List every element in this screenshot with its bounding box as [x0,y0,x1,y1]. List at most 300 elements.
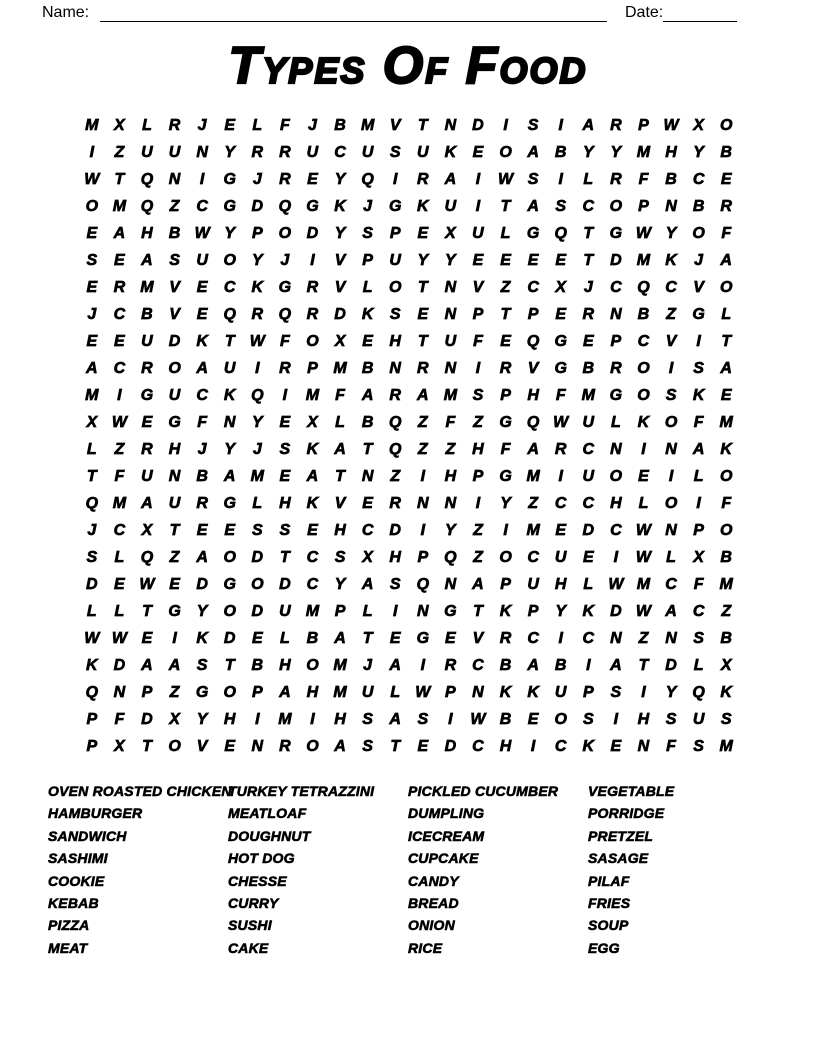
grid-letter-r3-c15: I [475,170,481,188]
grid-letter-r18-c23: F [693,576,704,594]
grid-letter-r10-c4: O [168,359,181,377]
grid-letter-r12-c12: Q [388,413,402,431]
grid-letter-r22-c2: N [113,684,126,702]
grid-letter-r21-c17: A [527,657,539,675]
grid-letter-r10-c9: P [307,359,318,377]
grid-letter-r9-c24: T [721,332,732,350]
grid-letter-r16-c19: D [582,522,595,540]
grid-letter-r15-c19: C [582,495,595,513]
grid-letter-r2-c18: B [554,143,567,161]
grid-letter-r12-c13: Z [417,413,428,431]
grid-letter-r23-c24: S [720,711,732,729]
grid-letter-r7-c19: J [583,278,593,296]
grid-letter-r2-c12: S [389,143,401,161]
grid-letter-r9-c7: W [249,332,265,350]
word-list-item: CAKE [228,939,269,956]
grid-letter-r8-c5: E [196,305,208,323]
grid-letter-r10-c14: N [444,359,457,377]
grid-letter-r1-c4: R [168,116,181,134]
grid-letter-r17-c21: W [635,549,651,567]
word-list-item: PICKLED CUCUMBER [408,783,559,799]
grid-letter-r16-c7: S [251,522,263,540]
grid-letter-r19-c17: P [527,603,539,621]
grid-letter-r11-c23: K [692,386,705,404]
grid-letter-r18-c9: C [306,576,319,594]
grid-letter-r8-c22: Z [666,305,676,323]
grid-letter-r3-c1: W [84,170,100,188]
word-list-item: ICECREAM [408,827,485,844]
word-search-grid [78,112,740,761]
grid-letter-r5-c10: Y [334,224,346,242]
grid-letter-r18-c2: E [114,576,125,594]
grid-letter-r21-c10: M [333,657,347,675]
grid-letter-r5-c2: A [113,224,126,242]
grid-letter-r22-c7: P [251,684,263,702]
grid-letter-r6-c24: A [720,251,732,269]
grid-letter-r20-c21: Z [638,630,649,648]
grid-letter-r14-c1: T [86,468,97,486]
grid-letter-r13-c19: C [582,441,595,458]
grid-letter-r10-c13: R [417,359,429,377]
grid-letter-r19-c22: A [665,603,677,621]
grid-letter-r11-c21: O [637,386,650,404]
grid-letter-r12-c23: F [693,413,704,431]
grid-letter-r18-c24: M [719,576,733,594]
grid-letter-r9-c10: X [334,332,346,350]
grid-letter-r11-c11: A [361,386,374,404]
grid-letter-r20-c10: A [334,630,346,648]
grid-letter-r4-c10: K [334,197,346,215]
grid-letter-r24-c9: O [306,738,319,756]
grid-letter-r21-c16: B [499,657,512,675]
grid-letter-r2-c5: N [196,143,208,161]
grid-letter-r22-c4: Z [169,684,180,702]
grid-letter-r4-c16: T [500,197,511,215]
grid-letter-r9-c23: I [696,332,701,350]
grid-letter-r14-c8: E [279,468,291,486]
grid-letter-r15-c17: Z [528,495,538,513]
grid-letter-r17-c16: O [499,549,512,567]
grid-letter-r13-c23: A [692,441,705,458]
grid-letter-r23-c3: D [141,711,153,729]
grid-letter-r3-c24: E [720,170,732,188]
grid-letter-r19-c21: W [635,603,651,621]
grid-letter-r22-c5: G [195,684,209,702]
grid-letter-r19-c4: G [168,603,181,621]
grid-letter-r7-c11: L [362,278,373,296]
grid-letter-r8-c1: J [87,305,97,323]
word-list-item: EGG [588,939,620,956]
grid-letter-r17-c24: B [720,549,732,567]
grid-letter-r11-c6: K [223,386,236,404]
grid-letter-r17-c11: X [362,549,373,567]
grid-letter-r10-c18: G [554,359,567,377]
grid-letter-r1-c14: N [444,116,457,134]
grid-letter-r14-c20: O [609,468,623,486]
grid-letter-r14-c17: M [526,468,540,486]
grid-letter-r1-c2: X [114,116,125,134]
grid-letter-r2-c22: H [665,143,677,161]
grid-letter-r20-c22: N [665,630,677,648]
grid-letter-r2-c4: U [168,143,181,161]
grid-letter-r13-c12: Q [388,441,402,458]
grid-letter-r22-c17: K [527,684,539,702]
grid-letter-r10-c5: A [196,359,208,377]
grid-letter-r8-c13: E [417,305,429,323]
grid-letter-r13-c8: S [279,441,291,458]
grid-letter-r23-c4: X [169,711,180,729]
grid-letter-r8-c11: K [361,305,374,323]
grid-letter-r1-c20: R [610,116,622,134]
grid-letter-r20-c5: K [196,630,208,648]
grid-letter-r12-c16: G [499,413,512,431]
grid-letter-r5-c18: Q [554,224,567,242]
grid-letter-r12-c19: U [582,413,595,431]
grid-letter-r11-c15: S [472,386,484,404]
grid-letter-r4-c6: G [223,197,236,215]
grid-letter-r12-c7: Y [251,413,263,431]
grid-letter-r8-c6: Q [223,305,236,323]
grid-letter-r22-c6: O [223,684,236,702]
grid-letter-r7-c8: G [278,278,292,296]
grid-letter-r9-c18: G [554,332,567,350]
grid-letter-r9-c4: D [168,332,181,350]
word-list-item: SUSHI [228,917,272,934]
grid-letter-r11-c1: M [85,386,99,404]
grid-letter-r9-c13: T [417,332,428,350]
word-list-item: CURRY [228,894,279,911]
grid-letter-r16-c3: X [141,522,153,540]
grid-letter-r4-c22: N [665,197,677,215]
grid-letter-r24-c3: T [142,738,152,756]
grid-letter-r23-c14: I [448,711,453,729]
grid-letter-r12-c6: N [223,413,236,431]
grid-letter-r12-c18: W [553,413,569,431]
grid-letter-r7-c18: X [555,278,567,296]
grid-letter-r3-c10: Y [334,170,346,188]
word-list-column-4 [588,780,674,959]
grid-letter-r18-c20: W [608,576,624,594]
grid-letter-r5-c5: W [194,224,210,242]
grid-letter-r17-c5: A [196,549,208,567]
word-list-item: SANDWICH [48,827,127,844]
grid-letter-r21-c18: B [554,657,567,675]
grid-letter-r2-c6: Y [224,143,236,161]
grid-letter-r19-c20: D [610,603,622,621]
grid-letter-r7-c22: C [665,278,677,296]
grid-letter-r2-c20: Y [610,143,622,161]
grid-letter-r4-c20: O [609,197,623,215]
grid-letter-r19-c12: I [392,603,398,621]
grid-letter-r11-c16: P [500,386,511,404]
grid-letter-r16-c13: I [420,522,426,540]
word-list-item: CUPCAKE [408,850,479,867]
grid-letter-r18-c19: L [583,576,594,594]
grid-letter-r3-c17: S [527,170,539,188]
grid-letter-r12-c8: E [279,413,291,431]
grid-letter-r19-c10: P [334,603,346,621]
grid-letter-r21-c8: H [279,657,291,675]
grid-letter-r17-c17: C [527,549,539,567]
grid-letter-r11-c8: I [282,386,288,404]
grid-letter-r1-c12: V [389,116,401,134]
grid-letter-r17-c7: D [251,549,264,567]
grid-letter-r22-c11: U [361,684,374,702]
grid-letter-r21-c21: T [638,657,649,675]
grid-letter-r16-c24: O [719,522,733,540]
grid-letter-r9-c9: O [306,332,319,350]
grid-letter-r24-c12: T [390,738,401,756]
grid-letter-r7-c10: V [334,278,346,296]
grid-letter-r9-c16: E [500,332,511,350]
grid-letter-r21-c24: X [720,657,732,675]
grid-letter-r17-c2: L [114,549,125,567]
grid-letter-r5-c14: X [445,224,456,242]
grid-letter-r5-c23: O [692,224,705,242]
grid-letter-r15-c8: H [279,495,291,513]
grid-letter-r13-c14: Z [445,441,456,458]
grid-letter-r10-c16: R [499,359,512,377]
grid-letter-r18-c6: G [223,576,236,594]
grid-letter-r11-c20: G [609,386,623,404]
grid-letter-r14-c23: L [693,468,704,486]
grid-letter-r4-c3: Q [140,197,154,215]
grid-letter-r22-c16: K [499,684,512,702]
grid-letter-r3-c20: R [610,170,622,188]
grid-letter-r17-c14: Q [444,549,457,567]
grid-letter-r23-c17: E [527,711,539,729]
grid-letter-r14-c12: Z [390,468,401,486]
grid-letter-r13-c17: A [527,441,539,458]
grid-letter-r18-c22: C [665,576,677,594]
grid-letter-r3-c22: B [665,170,677,188]
grid-letter-r4-c2: M [112,197,127,215]
grid-letter-r16-c5: E [196,522,208,540]
grid-letter-r24-c24: M [719,738,733,756]
grid-letter-r14-c24: O [719,468,733,486]
grid-letter-r22-c13: W [415,684,431,702]
grid-letter-r24-c14: D [444,738,457,756]
grid-letter-r6-c21: M [636,251,651,269]
grid-letter-r21-c20: A [610,657,622,675]
grid-letter-r3-c14: A [444,170,457,188]
grid-letter-r23-c11: S [362,711,373,729]
grid-letter-r23-c13: S [417,711,429,729]
grid-letter-r17-c9: C [306,549,319,567]
grid-letter-r10-c19: B [582,359,595,377]
grid-letter-r23-c15: W [470,711,486,729]
grid-letter-r12-c22: O [664,413,678,431]
grid-letter-r13-c21: I [641,441,646,458]
grid-letter-r18-c21: M [636,576,651,594]
word-list-item: VEGETABLE [588,783,675,799]
grid-letter-r2-c23: Y [693,143,704,161]
grid-letter-r9-c22: V [665,332,677,350]
grid-letter-r3-c11: Q [361,170,374,188]
grid-letter-r5-c7: P [251,224,263,242]
grid-letter-r10-c20: R [610,359,622,377]
grid-letter-r8-c16: T [500,305,511,323]
grid-letter-r18-c1: D [86,576,98,594]
grid-letter-r16-c12: D [389,522,401,540]
grid-letter-r6-c12: U [389,251,401,269]
grid-letter-r4-c7: D [251,197,264,215]
grid-letter-r2-c16: O [499,143,512,161]
grid-letter-r22-c23: Q [692,684,705,702]
word-list-column-1 [48,780,232,959]
grid-letter-r2-c9: U [306,143,319,161]
grid-letter-r22-c14: P [445,684,456,702]
grid-letter-r13-c20: N [610,441,622,458]
grid-letter-r12-c14: F [445,413,456,431]
grid-letter-r24-c15: C [472,738,484,756]
grid-letter-r19-c11: L [362,603,373,621]
word-list-item: DUMPLING [408,805,485,822]
grid-letter-r3-c5: I [199,170,205,188]
grid-letter-r17-c4: Z [169,549,180,567]
grid-letter-r24-c18: C [554,738,567,756]
grid-letter-r8-c7: R [251,305,264,323]
grid-letter-r24-c5: V [196,738,208,756]
grid-letter-r23-c16: B [499,711,512,729]
grid-letter-r10-c11: B [361,359,374,377]
grid-letter-r11-c17: H [527,386,539,404]
grid-letter-r13-c9: K [306,441,319,458]
grid-letter-r21-c3: A [141,657,153,675]
grid-letter-r24-c23: S [693,738,704,756]
grid-letter-r9-c21: C [637,332,650,350]
grid-letter-r7-c3: M [140,278,154,296]
grid-letter-r5-c6: Y [224,224,236,242]
grid-letter-r18-c3: W [139,576,155,594]
grid-letter-r18-c12: S [389,576,401,594]
grid-letter-r1-c7: L [252,116,263,134]
grid-letter-r8-c15: P [472,305,484,323]
word-list-item: CHESSE [228,872,287,889]
grid-letter-r6-c14: Y [445,251,456,269]
grid-letter-r17-c8: T [279,549,290,567]
grid-letter-r6-c7: Y [251,251,263,269]
word-list-item: KEBAB [48,894,99,911]
word-list-item: PILAF [588,872,630,889]
grid-letter-r17-c23: X [693,549,704,567]
grid-letter-r17-c3: Q [140,549,154,567]
grid-letter-r24-c6: E [224,738,236,756]
grid-letter-r5-c24: F [721,224,732,242]
grid-letter-r23-c23: U [692,711,705,729]
grid-letter-r18-c13: Q [416,576,430,594]
grid-letter-r1-c21: P [638,116,649,134]
grid-letter-r22-c21: I [641,684,646,702]
grid-letter-r1-c9: J [308,116,317,134]
grid-letter-r18-c4: E [169,576,180,594]
grid-letter-r3-c18: I [558,170,563,188]
grid-letter-r13-c11: T [362,441,373,458]
grid-letter-r11-c9: M [305,386,320,404]
grid-letter-r19-c1: L [86,603,97,621]
grid-letter-r20-c12: E [389,630,401,648]
word-list-item: PIZZA [48,917,90,934]
word-list-item: BREAD [408,894,459,911]
word-list-item: PORRIDGE [588,805,665,822]
grid-letter-r4-c24: R [720,197,732,215]
grid-letter-r14-c7: M [250,468,264,486]
grid-letter-r4-c19: C [582,197,595,215]
grid-letter-r3-c9: E [307,170,318,188]
grid-letter-r6-c6: O [223,251,236,269]
grid-letter-r19-c2: L [114,603,125,621]
grid-letter-r5-c13: E [417,224,429,242]
grid-letter-r7-c1: E [86,278,98,296]
grid-letter-r19-c15: T [473,603,483,621]
grid-letter-r12-c4: G [168,413,181,431]
grid-letter-r15-c11: E [362,495,373,513]
grid-letter-r12-c21: K [637,413,650,431]
grid-letter-r8-c9: R [306,305,319,323]
grid-letter-r12-c1: X [86,413,98,431]
grid-letter-r1-c22: W [663,116,679,134]
grid-letter-r13-c1: L [86,441,97,458]
grid-letter-r20-c6: D [223,630,236,648]
grid-letter-r2-c2: Z [114,143,125,161]
grid-letter-r1-c15: D [472,116,484,134]
grid-letter-r19-c24: Z [721,603,732,621]
grid-letter-r17-c10: S [334,549,346,567]
name-write-line [100,21,607,22]
grid-letter-r15-c15: I [475,495,481,513]
grid-letter-r20-c4: I [172,630,177,648]
word-list-item: ONION [408,917,455,934]
grid-letter-r22-c15: N [472,684,484,702]
grid-letter-r6-c18: E [555,251,567,269]
grid-letter-r22-c18: U [554,684,567,702]
grid-letter-r13-c24: K [720,441,732,458]
word-list [0,780,816,965]
grid-letter-r5-c9: D [306,224,319,242]
grid-letter-r17-c18: U [554,549,567,567]
grid-letter-r15-c24: F [721,495,732,513]
grid-letter-r20-c18: I [558,630,563,648]
grid-letter-r16-c16: I [503,522,508,540]
word-list-column-2 [228,780,374,959]
grid-letter-r12-c15: Z [473,413,483,431]
grid-letter-r20-c8: L [279,630,290,648]
grid-letter-r19-c16: K [499,603,512,621]
grid-letter-r15-c14: N [444,495,457,513]
grid-letter-r16-c9: E [307,522,318,540]
name-label: Name: [42,4,90,21]
grid-letter-r9-c14: U [444,332,457,350]
word-list-item: HAMBURGER [48,805,143,822]
grid-letter-r19-c6: O [223,603,236,621]
grid-letter-r24-c20: E [610,738,622,756]
grid-letter-r11-c12: R [389,386,401,404]
grid-letter-r2-c13: U [417,143,429,161]
grid-letter-r10-c2: C [113,359,126,377]
grid-letter-r8-c14: N [444,305,457,323]
grid-letter-r5-c20: G [609,224,623,242]
grid-letter-r4-c9: G [306,197,319,215]
grid-letter-r13-c6: Y [224,441,236,458]
word-list-item: TURKEY TETRAZZINI [228,783,375,799]
grid-letter-r11-c22: S [665,386,677,404]
grid-letter-r6-c20: D [610,251,622,269]
grid-letter-r22-c9: H [306,684,319,702]
grid-letter-r16-c6: E [224,522,236,540]
grid-letter-r24-c2: X [114,738,125,756]
grid-letter-r17-c19: E [582,549,594,567]
grid-letter-r5-c11: S [362,224,373,242]
